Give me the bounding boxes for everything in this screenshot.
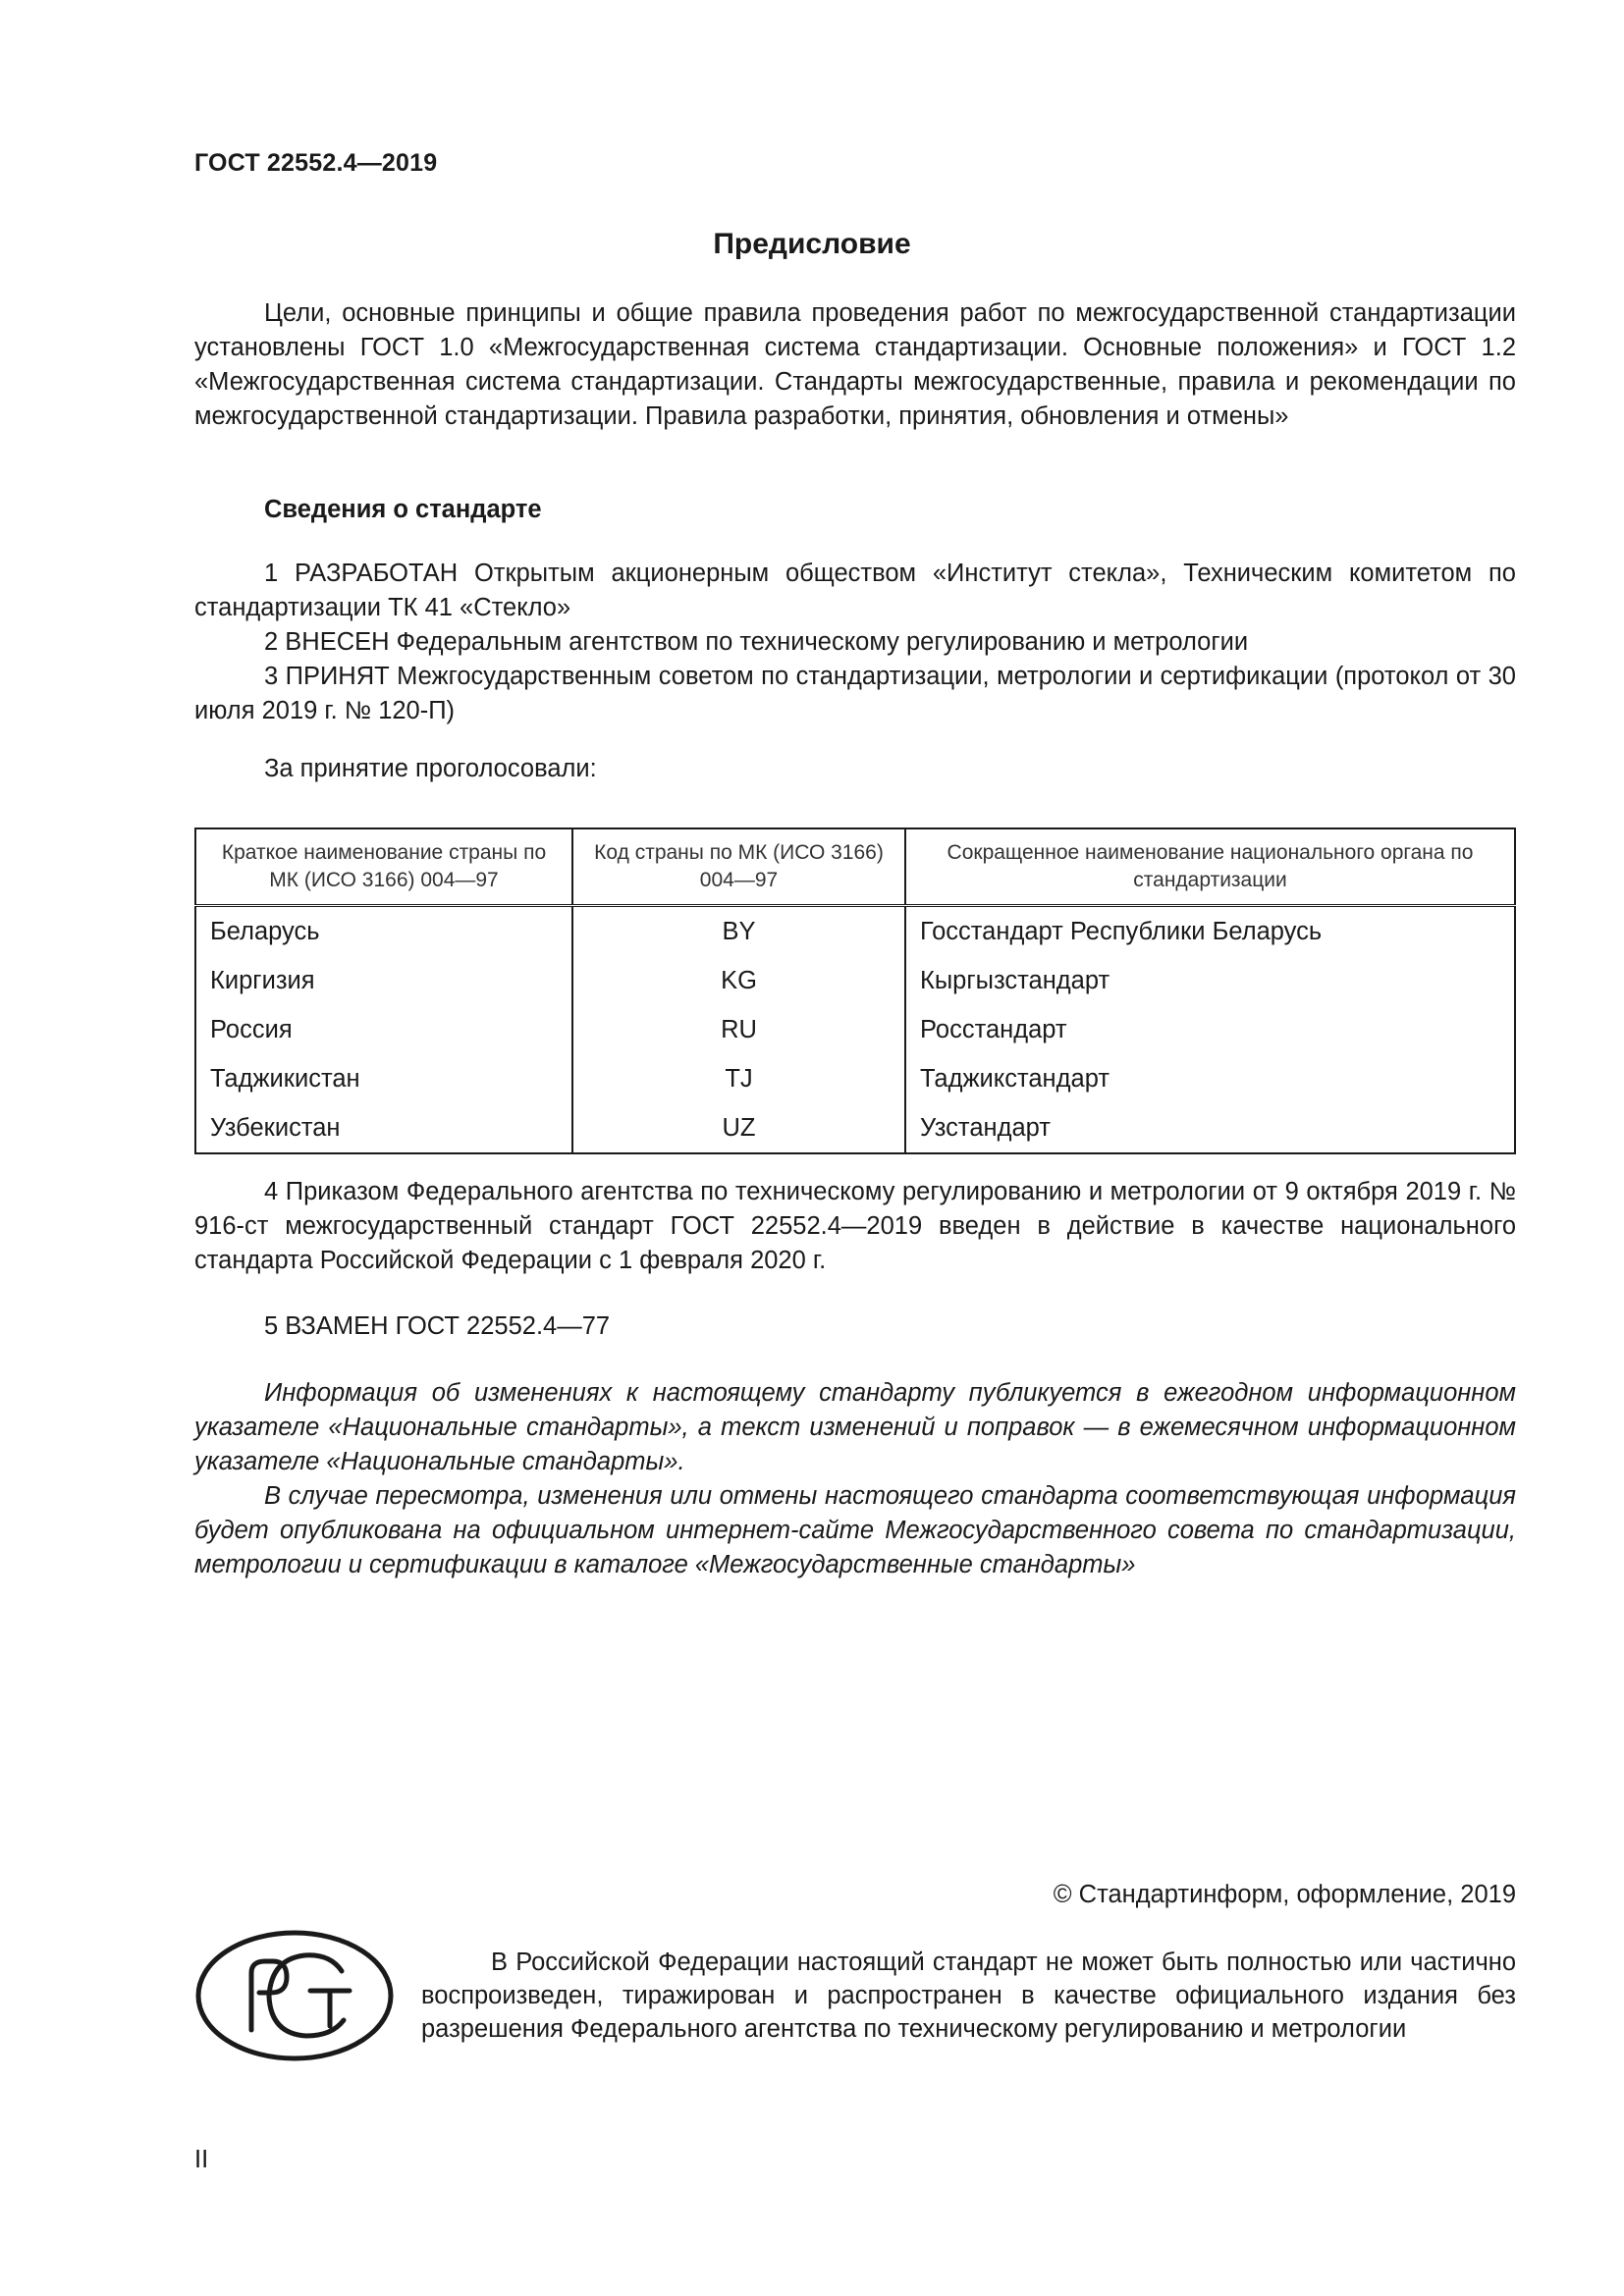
column-header-code: Код страны по МК (ИСО 3166) 004—97 — [572, 828, 905, 906]
country-cell: Беларусь — [195, 906, 572, 957]
info-item-adopted: 3 ПРИНЯТ Межгосударственным советом по стандартизации, метрологии и сертификации (протокол от 30 июля 2019 г. № 120-П) — [194, 663, 1516, 724]
standard-code: ГОСТ 22552.4—2019 — [194, 149, 438, 177]
reproduction-notice — [421, 1946, 1516, 2046]
country-code-cell: RU — [572, 1005, 905, 1054]
column-header-country: Краткое наименование страны по МК (ИСО 3166) 004—97 — [195, 828, 572, 906]
standard-info-list — [194, 557, 1516, 728]
replacement-section — [194, 1309, 1516, 1344]
table-row — [195, 1103, 1515, 1153]
intro-paragraph: Цели, основные принципы и общие правила проведения работ по межгосударственной стандартизации установлены ГОСТ 1.0 «Межгосударственная система стандартизации. Основные положения» и ГОСТ 1.2 «Межгосударственная система стандартизации. Стандарты межгосударственные, правила и рекомендации по межгосударственной стандартизации. Правила разработки, принятия, обновления и отмены» — [194, 299, 1516, 430]
standards-body-cell: Кыргызстандарт — [905, 956, 1515, 1005]
country-cell: Узбекистан — [195, 1103, 572, 1153]
country-code-cell: BY — [572, 906, 905, 957]
country-cell: Киргизия — [195, 956, 572, 1005]
intro-section — [194, 296, 1516, 434]
standards-body-cell: Таджикстандарт — [905, 1054, 1515, 1103]
country-cell: Россия — [195, 1005, 572, 1054]
standards-body-cell: Росстандарт — [905, 1005, 1515, 1054]
voting-countries-table — [194, 828, 1516, 1154]
enactment-section — [194, 1175, 1516, 1278]
country-code-cell: UZ — [572, 1103, 905, 1153]
section-heading: Сведения о стандарте — [264, 496, 542, 523]
standards-body-cell: Узстандарт — [905, 1103, 1515, 1153]
table-row — [195, 1005, 1515, 1054]
copyright-notice: © Стандартинформ, оформление, 2019 — [1053, 1881, 1516, 1908]
country-code-cell: KG — [572, 956, 905, 1005]
country-code-cell: TJ — [572, 1054, 905, 1103]
table-row — [195, 956, 1515, 1005]
change-info-section — [194, 1376, 1516, 1582]
table-row — [195, 906, 1515, 957]
table-header-row — [195, 828, 1515, 906]
voted-label: За принятие проголосовали: — [264, 755, 597, 782]
table-row — [195, 1054, 1515, 1103]
info-item-enactment: 4 Приказом Федерального агентства по техническому регулированию и метрологии от 9 октября 2019 г. № 916-ст межгосударственный стандарт ГОСТ 22552.4—2019 введен в действие в качестве национального стандарта Российской Федерации с 1 февраля 2020 г. — [194, 1178, 1516, 1274]
revision-info-paragraph: В случае пересмотра, изменения или отмены настоящего стандарта соответствующая информация будет опубликована на официальном интернет-сайте Межгосударственного совета по стандартизации, метрологии и сертификации в каталоге «Межгосударственные стандарты» — [194, 1482, 1516, 1578]
page-number: II — [194, 2146, 209, 2173]
change-info-paragraph: Информация об изменениях к настоящему стандарту публикуется в ежегодном информационном указателе «Национальные стандарты», а текст изменений и поправок — в ежемесячном информационном указателе «Национальные стандарты». — [194, 1379, 1516, 1475]
info-item-submitted: 2 ВНЕСЕН Федеральным агентством по техническому регулированию и метрологии — [264, 628, 1249, 656]
reproduction-notice-text: В Российской Федерации настоящий стандарт не может быть полностью или частично воспроизведен, тиражирован и распространен в качестве официального издания без разрешения Федерального агентства по техническому регулированию и метрологии — [421, 1949, 1516, 2043]
info-item-replaces: 5 ВЗАМЕН ГОСТ 22552.4—77 — [264, 1312, 611, 1340]
info-item-developed: 1 РАЗРАБОТАН Открытым акционерным обществом «Институт стекла», Техническим комитетом по стандартизации ТК 41 «Стекло» — [194, 560, 1516, 621]
column-header-body: Сокращенное наименование национального органа по стандартизации — [905, 828, 1515, 906]
rst-certification-mark-icon — [194, 1928, 395, 2063]
country-cell: Таджикистан — [195, 1054, 572, 1103]
standards-body-cell: Госстандарт Республики Беларусь — [905, 906, 1515, 957]
page-title: Предисловие — [713, 228, 911, 260]
